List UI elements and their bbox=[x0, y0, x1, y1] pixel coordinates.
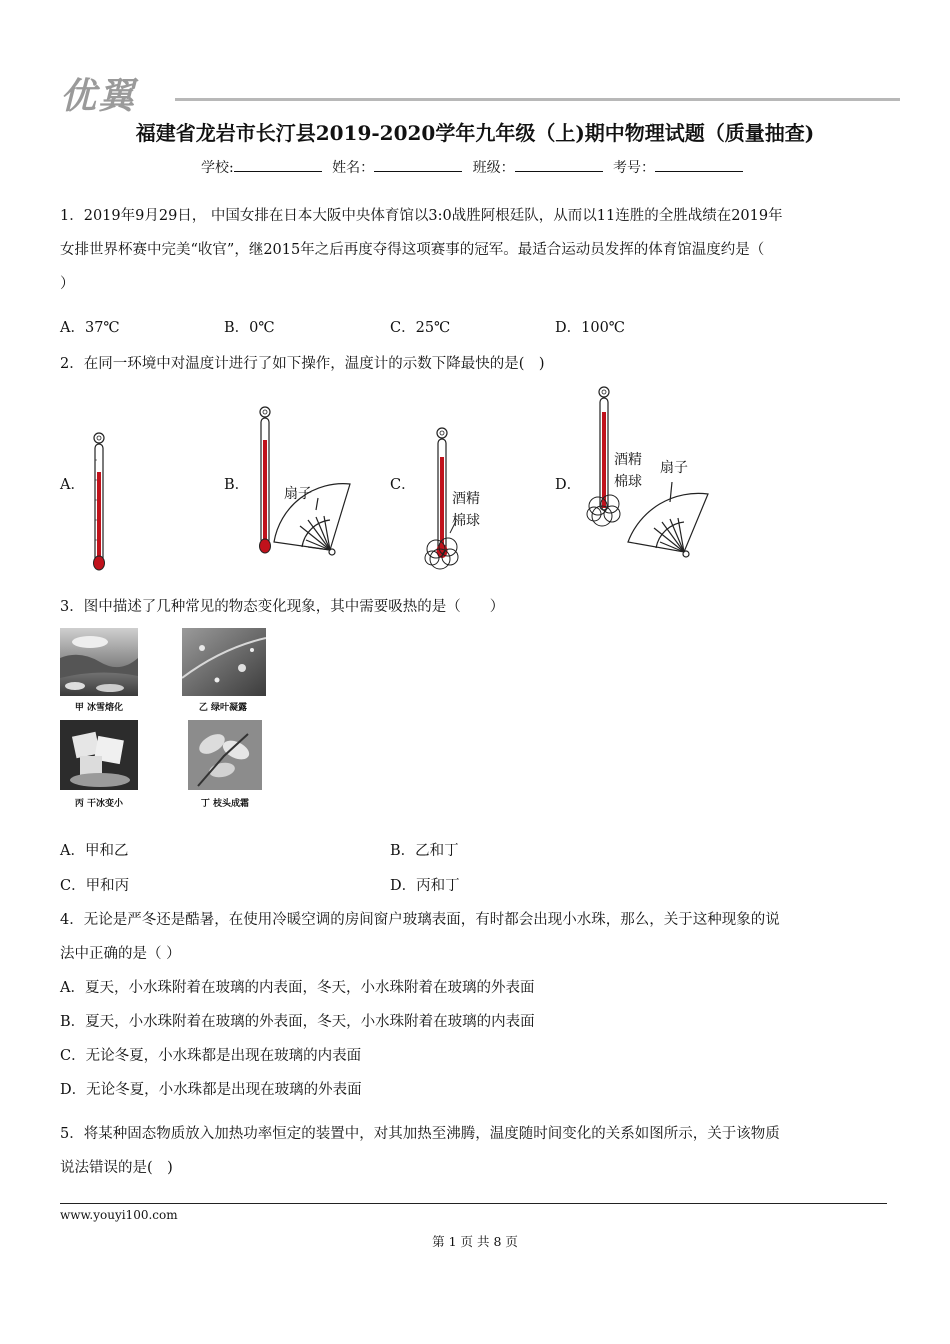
name-label: 姓名： bbox=[332, 160, 375, 176]
q2-figure-d-fan bbox=[628, 482, 708, 557]
q2-figure-c bbox=[410, 425, 500, 575]
q2-figure-d bbox=[580, 382, 730, 562]
exam-no-blank bbox=[655, 159, 743, 172]
caption-jia: 甲 冰雪熔化 bbox=[74, 703, 124, 713]
q4-option-a: A．夏天，小水珠附着在玻璃的内表面，冬天，小水珠附着在玻璃的外表面 bbox=[60, 980, 535, 996]
q4-option-b: B．夏天，小水珠附着在玻璃的外表面，冬天，小水珠附着在玻璃的内表面 bbox=[60, 1014, 535, 1030]
q1-option-b: B．0℃ bbox=[224, 320, 275, 336]
logo-rule bbox=[175, 98, 900, 101]
q4-option-d: D．无论冬夏，小水珠都是出现在玻璃的外表面 bbox=[60, 1082, 362, 1098]
q2-figure-b bbox=[250, 402, 370, 567]
q5-line-2: 说法错误的是( ) bbox=[60, 1160, 173, 1176]
photo-frost-branch bbox=[188, 720, 262, 790]
photo-dry-ice bbox=[60, 720, 138, 790]
footer-url: www.youyi100.com bbox=[60, 1208, 178, 1222]
q2-figure-d-thermometer bbox=[599, 387, 609, 510]
logo-text: 优翼 bbox=[60, 76, 137, 117]
q3-option-c: C．甲和丙 bbox=[60, 878, 130, 894]
q2-figure-d-cotton-label-1: 酒精 bbox=[614, 452, 642, 468]
question-4 bbox=[60, 903, 890, 1107]
q4-line-2: 法中正确的是（ ） bbox=[60, 946, 181, 962]
q2-figure-a-thermometer bbox=[88, 430, 112, 572]
q1-option-d: D．100℃ bbox=[555, 320, 626, 336]
q5-line-1: 5．将某种固态物质放入加热功率恒定的装置中，对其加热至沸腾，温度随时间变化的关系如图所示，关于该物质 bbox=[60, 1126, 780, 1142]
photo-ice-melting bbox=[60, 628, 138, 696]
class-label: 班级： bbox=[472, 160, 515, 176]
q4-option-c: C．无论冬夏，小水珠都是出现在玻璃的内表面 bbox=[60, 1048, 362, 1064]
q2-label-a: A． bbox=[60, 477, 85, 493]
q2-stem: 2．在同一环境中对温度计进行了如下操作，温度计的示数下降最快的是( ) bbox=[60, 356, 545, 372]
q3-option-a: A．甲和乙 bbox=[60, 843, 129, 859]
exam-no-label: 考号： bbox=[613, 160, 656, 176]
q3-stem: 3．图中描述了几种常见的物态变化现象，其中需要吸热的是（ ） bbox=[60, 599, 505, 615]
q2-label-d: D． bbox=[555, 477, 582, 493]
question-1 bbox=[60, 199, 890, 301]
page-number: 第 1 页 共 8 页 bbox=[432, 1234, 518, 1249]
q1-line-3: ） bbox=[60, 276, 75, 292]
exam-title: 福建省龙岩市长汀县2019-2020学年九年级（上)期中物理试题（质量抽查) bbox=[135, 121, 815, 145]
q2-figure-b-thermometer bbox=[260, 407, 271, 553]
q1-line-2: 女排世界杯赛中完美“收官”，继2015年之后再度夺得这项赛事的冠军。最适合运动员发挥的体育馆温度约是（ bbox=[60, 242, 765, 258]
q4-line-1: 4．无论是严冬还是酷暑，在使用冷暖空调的房间窗户玻璃表面，有时都会出现小水珠，那么，关于这种现象的说 bbox=[60, 912, 780, 928]
caption-bing: 丙 干冰变小 bbox=[74, 799, 124, 809]
caption-yi: 乙 绿叶凝露 bbox=[198, 703, 248, 713]
q2-figure-b-fan-label: 扇子 bbox=[284, 486, 312, 502]
q1-option-c: C．25℃ bbox=[390, 320, 451, 336]
q2-figure-c-cotton-label-1: 酒精 bbox=[452, 491, 480, 507]
brand-logo bbox=[60, 68, 900, 117]
photo-leaf-dew bbox=[182, 628, 266, 696]
q2-figure-d-cotton-label-2: 棉球 bbox=[614, 474, 642, 490]
school-blank bbox=[234, 159, 322, 172]
q1-line-1: 1．2019年9月29日， 中国女排在日本大阪中央体育馆以3:0战胜阿根廷队，从而以11连胜的全胜战绩在2019年 bbox=[60, 208, 783, 224]
q2-figure-c-cotton-label-2: 棉球 bbox=[452, 513, 480, 529]
footer-rule bbox=[60, 1203, 887, 1204]
q2-label-b: B． bbox=[224, 477, 250, 493]
q3-option-b: B．乙和丁 bbox=[390, 843, 459, 859]
class-blank bbox=[515, 159, 603, 172]
name-blank bbox=[374, 159, 462, 172]
q2-figure-d-fan-label: 扇子 bbox=[660, 460, 688, 476]
caption-ding: 丁 枝头成霜 bbox=[200, 799, 250, 809]
question-5 bbox=[60, 1117, 890, 1185]
student-info-line bbox=[0, 157, 950, 177]
school-label: 学校: bbox=[200, 160, 234, 176]
q1-option-a: A．37℃ bbox=[60, 320, 120, 336]
q2-label-c: C． bbox=[390, 477, 416, 493]
q3-option-d: D．丙和丁 bbox=[390, 878, 460, 894]
